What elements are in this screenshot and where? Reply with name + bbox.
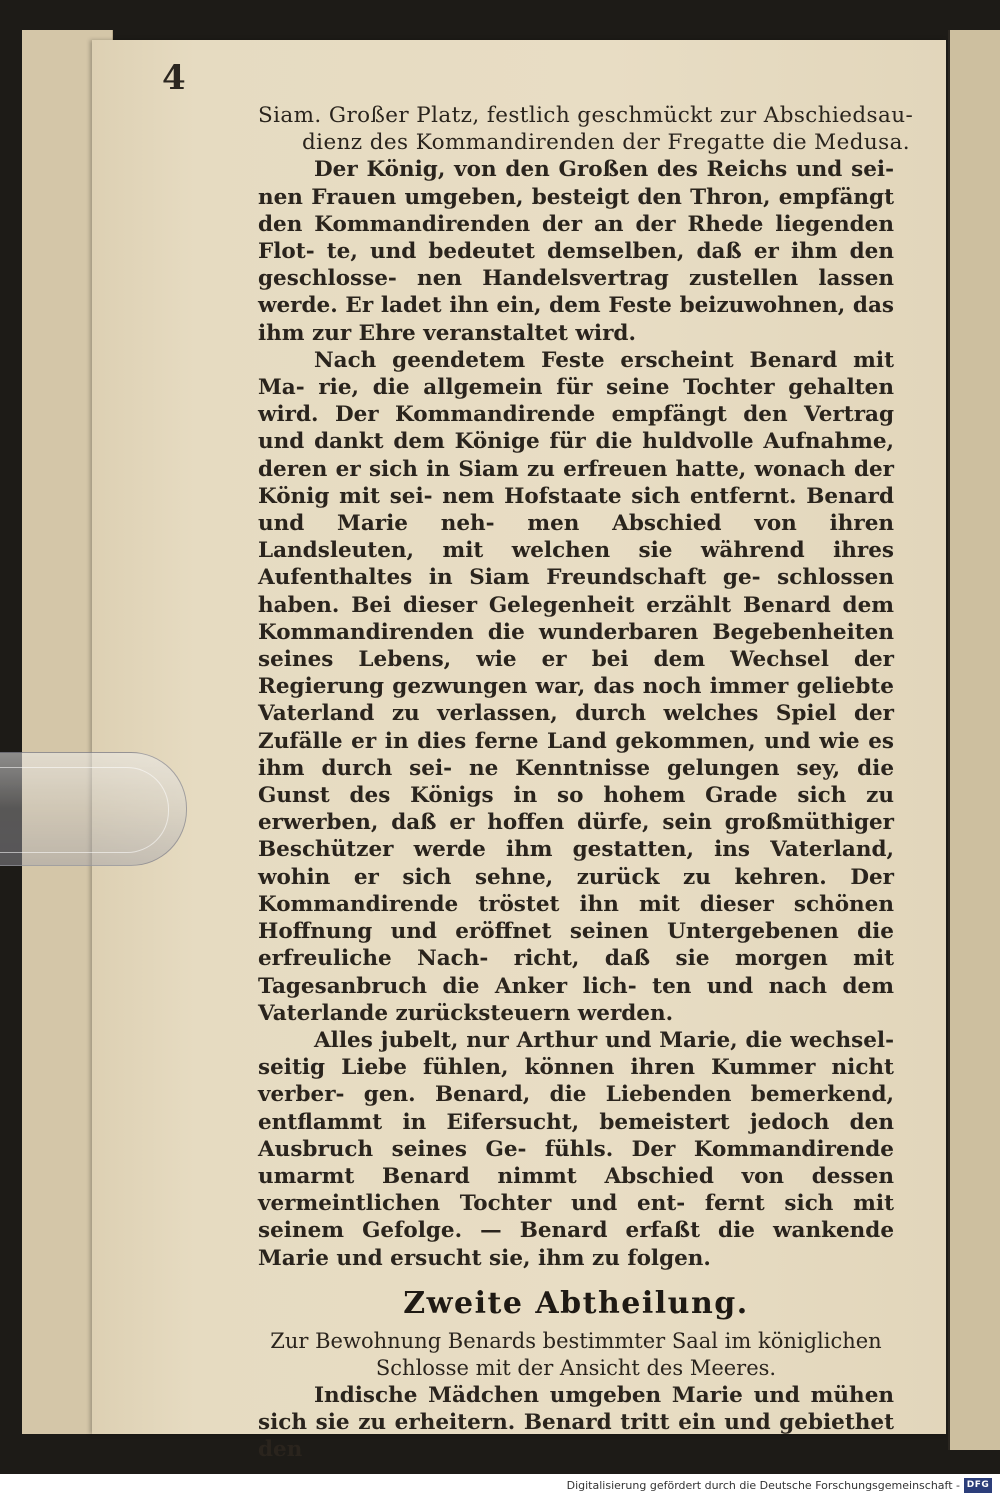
scene-description-line-2: Schlosse mit der Ansicht des Meeres. [375,1355,777,1380]
facing-page-edge [948,30,1000,1450]
page-clip [0,752,187,866]
section-title: Zweite Abtheilung. [403,1285,749,1321]
paragraph-1: Der König, von den Großen des Reichs und sei- nen Frauen umgeben, besteigt den Thron, empfängt den Kommandirenden der an der Rhede liegenden Flot- te, und bedeutet demselben, daß er ihm den geschlosse- nen Handelsvertrag zustellen lassen werde. Er ladet ihn ein, dem Feste beizuwohnen, das ihm zur Ehre veranstaltet wird. [258,157,894,346]
footer-bar [0,1474,1000,1498]
page-clip-highlight [0,767,169,853]
scene-header-line-1: Siam. Großer Platz, festlich geschmückt zur Abschiedsau- [258,103,914,128]
paragraph-4: Indische Mädchen umgeben Marie und mühen sich sie zu erheitern. Benard tritt ein und gebiethet den [258,1382,894,1463]
paragraph-2: Nach geendetem Feste erscheint Benard mit Ma- rie, die allgemein für seine Tochter gehalten wird. Der Kommandirende empfängt den Vertrag und dankt dem Könige für die huldvolle Aufnahme, deren er sich in Siam zu erfreuen hatte, wonach der König mit sei- nem Hofstaate sich entfernt. Benard und Marie neh- men Abschied von ihren Landsleuten, mit welchen sie während ihres Aufenthaltes in Siam Freundschaft ge- schlossen haben. Bei dieser Gelegenheit erzählt Benard dem Kommandirenden die wunderbaren Begebenheiten seines Lebens, wie er bei dem Wechsel der Regierung gezwungen war, das noch immer geliebte Vaterland zu verlassen, durch welches Spiel der Zufälle er in dies ferne Land gekommen, und wie es ihm durch sei- ne Kenntnisse gelungen sey, die Gunst des Königs in so hohem Grade sich zu erwerben, daß er hoffen dürfe, sein großmüthiger Beschützer werde ihm gestatten, ins Vaterland, wohin er sich sehne, zurück zu kehren. Der Kommandirende tröstet ihn mit dieser schönen Hoffnung und eröffnet seinen Untergebenen die erfreuliche Nach- richt, daß sie morgen mit Tagesanbruch die Anker lich- ten und nach dem Vaterlande zurücksteuern werden. [258,347,894,1026]
scene-header-line-2: dienz des Kommandirenden der Fregatte die Medusa. [302,130,911,156]
footer-credit: Digitalisierung gefördert durch die Deutsche Forschungsgemeinschaft - [566,1479,960,1492]
page-text [258,102,914,1463]
page-number: 4 [162,58,186,98]
paragraph-3: Alles jubelt, nur Arthur und Marie, die wechsel- seitig Liebe fühlen, können ihren Kummer nicht verber- gen. Benard, die Liebenden bemerkend, entflammt in Eifersucht, bemeistert jedoch den Ausbruch seines Ge- fühls. Der Kommandirende umarmt Benard nimmt Abschied von dessen vermeintlichen Tochter und ent- fernt sich mit seinem Gefolge. — Benard erfaßt die wankende Marie und ersucht sie, ihm zu folgen. [258,1027,894,1271]
dfg-logo-icon: DFG [964,1478,992,1493]
scene-description-line-1: Zur Bewohnung Benards bestimmter Saal im königlichen [270,1328,882,1353]
